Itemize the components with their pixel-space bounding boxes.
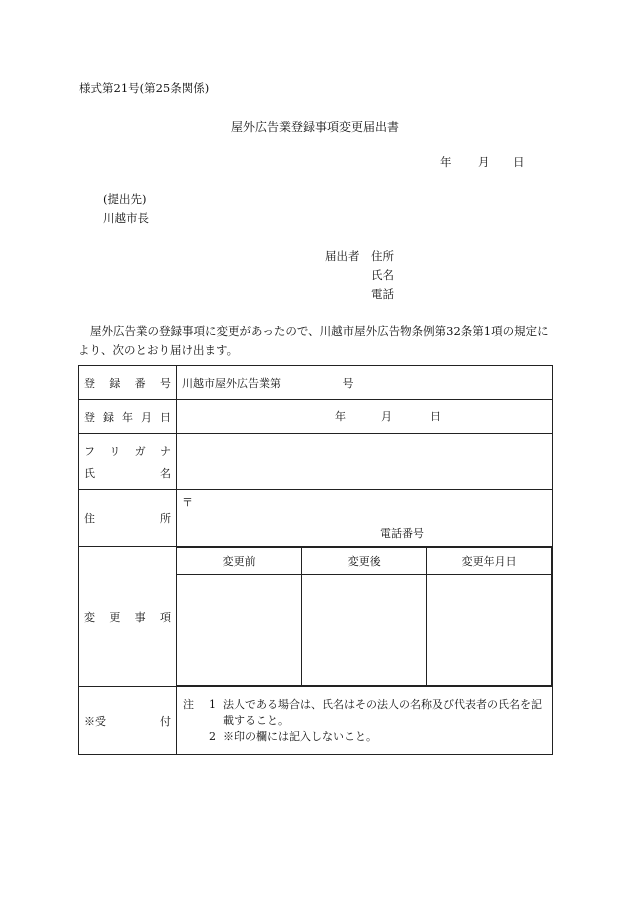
label-char: 番	[134, 376, 146, 390]
row-address	[79, 490, 553, 547]
label-char: 日	[160, 410, 171, 424]
label-char: 付	[160, 714, 171, 728]
changes-col-after: 変更後	[302, 548, 427, 575]
document-title: 屋外広告業登録事項変更届出書	[231, 120, 400, 134]
label-char: ※受	[84, 714, 106, 728]
label-char: 録	[109, 376, 121, 390]
label-char: 月	[141, 410, 152, 424]
address-label	[79, 490, 177, 547]
notes-cell	[177, 687, 553, 755]
applicant-name-label: 氏名	[371, 268, 394, 282]
registration-number-prefix: 川越市屋外広告業第	[182, 376, 281, 390]
changes-label	[79, 547, 177, 687]
label-char: 所	[160, 512, 171, 525]
body-text	[78, 322, 556, 360]
postal-mark: 〒	[182, 496, 193, 509]
registration-number-field[interactable]	[177, 366, 553, 400]
label-char: 更	[109, 610, 121, 624]
body-line-2: より、次のとおり届け出ます。	[78, 343, 239, 357]
note-text: 法人である場合は、氏名はその法人の名称及び代表者の氏名を記載すること。	[223, 697, 542, 727]
row-registration-number	[79, 366, 553, 400]
applicant-phone-label: 電話	[371, 287, 394, 301]
receipt-label	[79, 687, 177, 755]
note-text: ※印の欄には記入しないこと。	[223, 729, 377, 743]
changes-col-date: 変更年月日	[427, 548, 552, 575]
label-char: フ	[84, 444, 95, 458]
name-label	[79, 434, 177, 490]
label-char: 号	[159, 376, 171, 390]
changes-header-row	[177, 548, 552, 575]
label-char: 録	[103, 410, 114, 424]
note-2	[183, 729, 546, 745]
changes-grid	[177, 547, 552, 686]
registration-date-day: 日	[430, 410, 441, 423]
label-char: リ	[109, 444, 121, 458]
changes-col-before: 変更前	[177, 548, 302, 575]
registration-date-field[interactable]	[177, 400, 553, 434]
changes-after-field[interactable]	[302, 575, 427, 686]
label-char: 名	[160, 466, 171, 480]
registration-date-label	[79, 400, 177, 434]
notes-prefix: 注	[183, 697, 194, 711]
changes-before-field[interactable]	[177, 575, 302, 686]
label-char: ナ	[159, 444, 171, 458]
label-char: 氏	[84, 466, 95, 480]
address-field[interactable]	[177, 490, 553, 547]
changes-entry-row	[177, 575, 552, 686]
label-char: 登	[84, 410, 95, 424]
recipient-label: (提出先)	[103, 192, 147, 206]
label-char: 事	[134, 610, 146, 624]
applicant-address-label: 住所	[371, 249, 394, 263]
row-name	[79, 434, 553, 490]
form-number: 様式第21号(第25条関係)	[79, 81, 210, 95]
registration-date-month: 月	[381, 410, 392, 423]
date-day: 日	[513, 155, 525, 169]
row-receipt	[79, 687, 553, 755]
label-char: ガ	[134, 444, 146, 458]
note-1	[183, 697, 546, 729]
name-field[interactable]	[177, 434, 553, 490]
registration-form-table	[78, 365, 553, 755]
changes-grid-cell	[177, 547, 553, 687]
label-char: 住	[84, 512, 95, 525]
applicant-label: 届出者	[325, 249, 360, 263]
label-char: 変	[84, 610, 95, 624]
date-year: 年	[440, 155, 452, 169]
recipient-name: 川越市長	[103, 211, 149, 225]
note-number: 2	[209, 729, 216, 743]
registration-date-year: 年	[335, 410, 346, 423]
note-number: 1	[209, 697, 216, 711]
date-month: 月	[478, 155, 490, 169]
body-line-1: 屋外広告業の登録事項に変更があったので、川越市屋外広告物条例第32条第1項の規定に	[90, 324, 549, 338]
row-changes	[79, 547, 553, 687]
label-char: 登	[84, 376, 95, 390]
registration-number-suffix: 号	[342, 376, 354, 390]
label-char: 年	[122, 410, 133, 424]
note-spacer	[183, 729, 209, 745]
changes-date-field[interactable]	[427, 575, 552, 686]
phone-number-label: 電話番号	[380, 527, 424, 540]
label-char: 項	[159, 610, 171, 624]
registration-number-label	[79, 366, 177, 400]
row-registration-date	[79, 400, 553, 434]
